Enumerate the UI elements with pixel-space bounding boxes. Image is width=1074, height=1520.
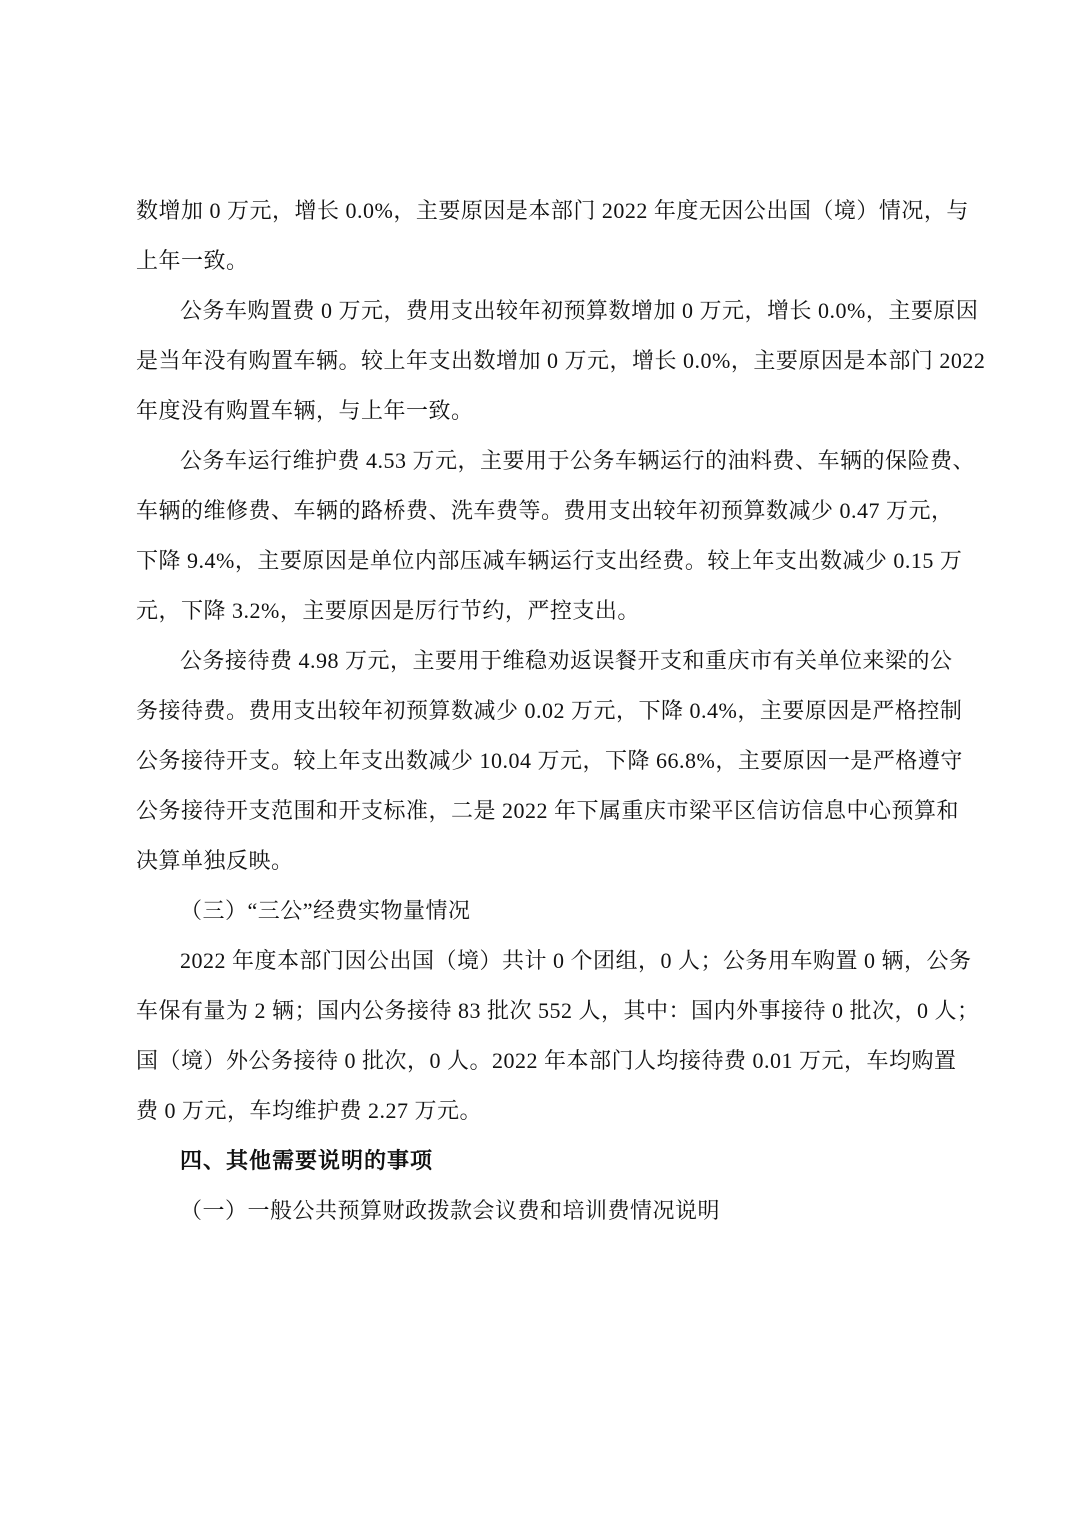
text-line: 数增加 0 万元，增长 0.0%，主要原因是本部门 2022 年度无因公出国（境）情况，与 xyxy=(136,198,969,223)
text-line: 务接待费。费用支出较年初预算数减少 0.02 万元，下降 0.4%，主要原因是严格控制 xyxy=(136,698,963,723)
text-line: 公务接待开支范围和开支标准，二是 2022 年下属重庆市梁平区信访信息中心预算和 xyxy=(136,798,960,823)
text-line: 下降 9.4%，主要原因是单位内部压减车辆运行支出经费。较上年支出数减少 0.15 万 xyxy=(136,548,963,573)
text-line: （一）一般公共预算财政拨款会议费和培训费情况说明 xyxy=(180,1198,721,1223)
text-line: 公务车运行维护费 4.53 万元，主要用于公务车辆运行的油料费、车辆的保险费、 xyxy=(180,448,976,473)
text-line: 公务车购置费 0 万元，费用支出较年初预算数增加 0 万元，增长 0.0%，主要原因 xyxy=(180,298,979,323)
text-line: 是当年没有购置车辆。较上年支出数增加 0 万元，增长 0.0%，主要原因是本部门 2022 xyxy=(136,348,986,373)
text-line: 2022 年度本部门因公出国（境）共计 0 个团组，0 人；公务用车购置 0 辆，公务 xyxy=(180,948,972,973)
text-line: 费 0 万元，车均维护费 2.27 万元。 xyxy=(136,1098,483,1123)
text-line: 公务接待费 4.98 万元，主要用于维稳劝返误餐开支和重庆市有关单位来梁的公 xyxy=(180,648,953,673)
text-line: 决算单独反映。 xyxy=(136,848,294,873)
section-heading: 四、其他需要说明的事项 xyxy=(180,1148,434,1173)
text-line: 年度没有购置车辆，与上年一致。 xyxy=(136,398,474,423)
text-line: 车辆的维修费、车辆的路桥费、洗车费等。费用支出较年初预算数减少 0.47 万元， xyxy=(136,498,954,523)
text-line: （三）“三公”经费实物量情况 xyxy=(180,898,471,923)
text-line: 公务接待开支。较上年支出数减少 10.04 万元，下降 66.8%，主要原因一是严格遵守 xyxy=(136,748,963,773)
text-line: 车保有量为 2 辆；国内公务接待 83 批次 552 人，其中：国内外事接待 0 批次，0 人； xyxy=(136,998,980,1023)
document-body xyxy=(136,186,986,1236)
text-line: 元，下降 3.2%，主要原因是厉行节约，严控支出。 xyxy=(136,598,640,623)
text-line: 国（境）外公务接待 0 批次，0 人。2022 年本部门人均接待费 0.01 万元，车均购置 xyxy=(136,1048,957,1073)
text-line: 上年一致。 xyxy=(136,248,249,273)
